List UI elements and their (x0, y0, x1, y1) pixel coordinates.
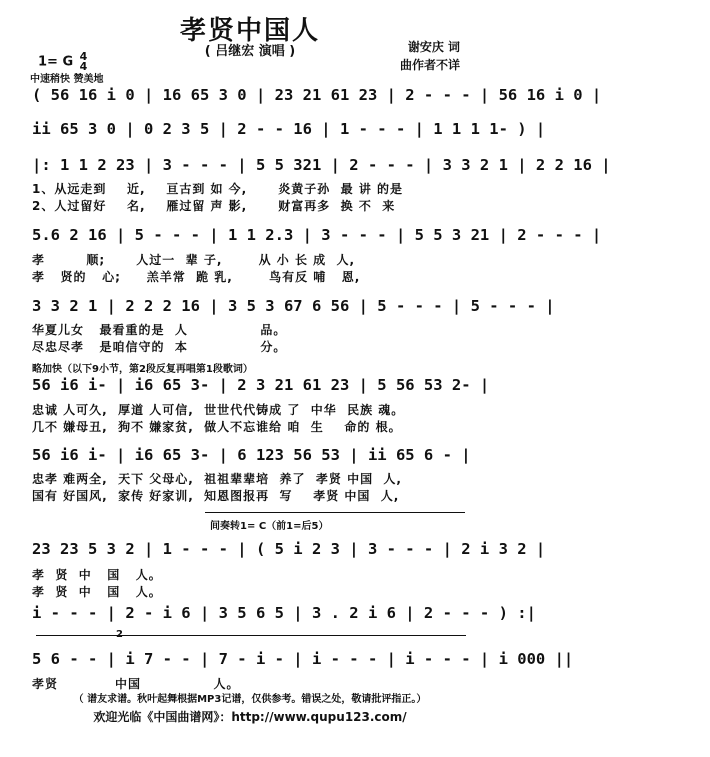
ending-number: 2 (116, 629, 123, 640)
composer-credit: 曲作者不详 (399, 58, 460, 72)
lyric-7b: 国有 好国风, 家传 好家训, 知恩图报再 写 孝贤 中国 人, (32, 489, 400, 503)
key-signature (38, 52, 87, 72)
lyric-8b: 孝 贤 中 国 人。 (32, 585, 162, 599)
performance-note: 略加快（以下9小节，第2段反复再唱第1段歌词） (32, 364, 253, 375)
score-line-1: ( 56 16 i 0 | 16 65 3 0 | 23 21 61 23 | 2 - - - | 56 16 i 0 | (32, 86, 602, 104)
song-title: 孝贤中国人 (179, 16, 320, 46)
score-line-5: 3 3 2 1 | 2 2 2 16 | 3 5 3 67 6 56 | 5 - - - | 5 - - - | (32, 297, 555, 315)
interlude-note: 间奏转1= C（前1=后5） (210, 521, 329, 532)
time-signature (80, 52, 88, 72)
time-top: 4 (79, 50, 88, 63)
lyric-6b: 几不 嫌母丑, 狗不 嫌家贫, 做人不忘谁给 咱 生 命的 根。 (32, 420, 402, 434)
singer-credit: ( 吕继宏 演唱 ) (204, 44, 296, 59)
score-line-10: 5 6 - - | i 7 - - | 7 - i - | i - - - | i - - - | i 000 || (32, 650, 574, 668)
time-bottom: 4 (79, 60, 88, 73)
site-link[interactable]: 欢迎光临《中国曲谱网》：http://www.qupu123.com/ (93, 710, 407, 724)
lyricist-credit: 谢安庆 词 (407, 40, 460, 54)
lyric-8a: 孝 贤 中 国 人。 (32, 568, 162, 582)
lyric-7a: 忠孝 难两全, 天下 父母心, 祖祖辈辈培 养了 孝贤 中国 人, (32, 472, 402, 486)
lyric-5b: 尽忠尽孝 是咱信守的 本 分。 (32, 340, 287, 354)
score-line-7: 56 i6 i- | i6 65 3- | 6 123 56 53 | ii 65 6 - | (32, 446, 471, 464)
key-label: 1= G (38, 54, 74, 70)
lyric-3b: 2、人过留好 名, 雁过留 声 影, 财富再多 换 不 来 (32, 199, 396, 213)
score-line-6: 56 i6 i- | i6 65 3- | 2 3 21 61 23 | 5 56 53 2- | (32, 376, 490, 394)
transcription-note: （ 谱友求谱。秋叶起舞根据MP3记谱，仅供参考。错误之处，敬请批评指正。） (73, 694, 427, 705)
score-line-2: ii 65 3 0 | 0 2 3 5 | 2 - - 16 | 1 - - - | 1 1 1 1- ) | (32, 120, 546, 138)
score-line-3: |: 1 1 2 23 | 3 - - - | 5 5 321 | 2 - - - | 3 3 2 1 | 2 2 16 | (32, 156, 611, 174)
interlude-bracket (205, 512, 465, 513)
lyric-10a: 孝贤 中国 人。 (32, 677, 240, 691)
lyric-3a: 1、从远走到 近, 亘古到 如 今, 炎黄子孙 最 讲 的是 (32, 182, 404, 196)
lyric-6a: 忠诚 人可久, 厚道 人可信, 世世代代铸成 了 中华 民族 魂。 (32, 403, 405, 417)
lyric-5a: 华夏儿女 最看重的是 人 品。 (32, 323, 287, 337)
score-line-4: 5.6 2 16 | 5 - - - | 1 1 2.3 | 3 - - - | 5 5 3 21 | 2 - - - | (32, 226, 602, 244)
lyric-4b: 孝 贤的 心; 羔羊常 跪 乳, 鸟有反 哺 恩, (32, 270, 361, 284)
score-line-8: 23 23 5 3 2 | 1 - - - | ( 5 i 2 3 | 3 - - - | 2 i 3 2 | (32, 540, 546, 558)
score-line-9: i - - - | 2 - i 6 | 3 5 6 5 | 3 . 2 i 6 | 2 - - - ) :| (32, 604, 536, 622)
tempo-marking: 中速稍快 赞美地 (30, 74, 104, 85)
lyric-4a: 孝 顺; 人过一 辈 子, 从 小 长 成 人, (32, 253, 356, 267)
